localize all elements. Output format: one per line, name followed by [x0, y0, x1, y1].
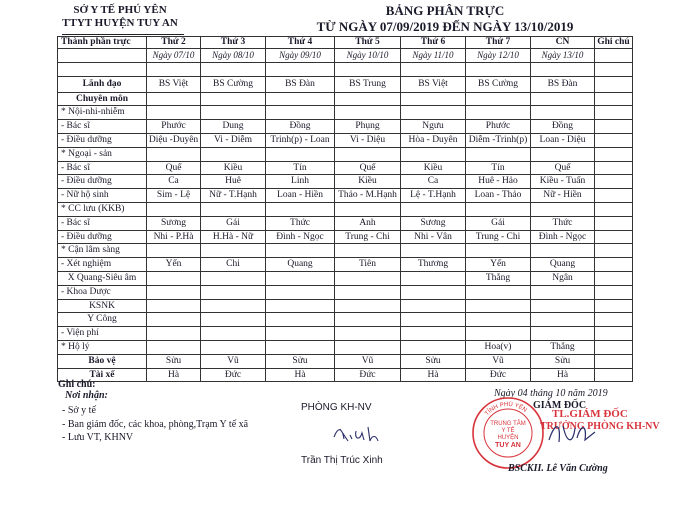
table-cell: Đức — [335, 368, 401, 382]
table-cell: Phước — [147, 120, 201, 134]
table-cell — [335, 313, 401, 327]
table-cell: BS Đàn — [266, 76, 335, 92]
row-label: * Ngoại - sản — [58, 147, 147, 161]
table-cell — [266, 327, 335, 341]
table-cell — [335, 62, 401, 76]
document-title: BẢNG PHÂN TRỰC — [385, 3, 505, 18]
table-cell — [466, 313, 531, 327]
table-cell — [201, 92, 266, 106]
table-cell — [401, 147, 466, 161]
row-label: - Điều dưỡng — [58, 230, 147, 244]
table-cell — [595, 147, 633, 161]
table-cell — [147, 327, 201, 341]
table-cell — [531, 106, 595, 120]
table-cell: BS Đàn — [531, 76, 595, 92]
header-underline — [62, 34, 184, 35]
table-cell — [401, 340, 466, 354]
table-cell: Vũ — [335, 354, 401, 368]
table-cell — [531, 92, 595, 106]
stamp-ring-text: TỈNH PHÚ YÊN — [484, 401, 528, 418]
table-row — [58, 147, 633, 161]
table-cell: BS Trung — [335, 76, 401, 92]
table-cell — [595, 340, 633, 354]
table-cell — [531, 147, 595, 161]
table-cell: Sương — [147, 216, 201, 230]
table-cell — [335, 327, 401, 341]
table-row — [58, 161, 633, 175]
table-cell — [147, 285, 201, 299]
table-cell — [335, 271, 401, 285]
table-row — [58, 327, 633, 341]
table-cell: Tiên — [335, 258, 401, 272]
table-row — [58, 313, 633, 327]
table-cell: Kiều - Tuấn — [531, 175, 595, 189]
row-label: - Khoa Dược — [58, 285, 147, 299]
sign-date: Ngày 04 tháng 10 năm 2019 — [494, 388, 608, 399]
table-cell — [595, 92, 633, 106]
table-row — [58, 285, 633, 299]
table-date-row — [58, 49, 633, 63]
table-cell — [401, 313, 466, 327]
table-cell: CN — [531, 37, 595, 49]
row-label — [58, 62, 147, 76]
table-row — [58, 202, 633, 216]
table-cell: Ngày 11/10 — [401, 49, 466, 63]
table-cell — [595, 271, 633, 285]
table-cell — [595, 133, 633, 147]
table-cell — [147, 299, 201, 313]
table-cell: Diệu -Duyên — [147, 133, 201, 147]
table-row — [58, 92, 633, 106]
table-cell: Kiều — [401, 161, 466, 175]
table-cell — [466, 299, 531, 313]
table-cell — [266, 313, 335, 327]
table-cell: Nữ - Hiền — [531, 189, 595, 203]
notes-label: Ghi chú: — [58, 379, 96, 390]
row-label: - Điều dưỡng — [58, 175, 147, 189]
table-cell: Huê — [201, 175, 266, 189]
table-cell — [531, 299, 595, 313]
table-cell: Chi — [201, 258, 266, 272]
recipients-list — [62, 404, 248, 445]
sign-title-proxy: TL.GIÁM ĐỐC — [552, 408, 628, 420]
table-cell — [466, 244, 531, 258]
table-row — [58, 175, 633, 189]
table-cell: Ngày 07/10 — [147, 49, 201, 63]
table-cell: Tín — [466, 161, 531, 175]
header-left — [45, 4, 195, 29]
table-cell — [531, 313, 595, 327]
table-cell — [595, 49, 633, 63]
table-cell — [401, 271, 466, 285]
recipient-item: - Ban giám đốc, các khoa, phòng,Trạm Y tế xã — [62, 418, 249, 430]
table-cell — [595, 299, 633, 313]
recipient-item: - Lưu VT, KHNV — [62, 432, 134, 443]
table-cell — [595, 161, 633, 175]
table-cell: Ngày 12/10 — [466, 49, 531, 63]
stamp-line4: TUY AN — [495, 442, 521, 449]
table-cell — [595, 106, 633, 120]
table-cell: Vi - Diễm — [201, 133, 266, 147]
table-cell — [595, 120, 633, 134]
table-cell: Quế — [335, 161, 401, 175]
table-cell: Sửu — [531, 354, 595, 368]
table-cell: Đồng — [531, 120, 595, 134]
row-label: Thành phần trực — [58, 37, 147, 49]
table-row — [58, 368, 633, 382]
row-label: - Bác sĩ — [58, 161, 147, 175]
table-cell — [266, 92, 335, 106]
table-cell: Vũ — [201, 354, 266, 368]
table-cell — [531, 202, 595, 216]
table-cell: Đức — [466, 368, 531, 382]
table-cell: Vi - Diệu — [335, 133, 401, 147]
table-cell: Quang — [531, 258, 595, 272]
table-cell: Hoa(v) — [466, 340, 531, 354]
table-cell: Ngân — [531, 271, 595, 285]
table-cell — [531, 62, 595, 76]
table-cell — [595, 230, 633, 244]
table-cell — [466, 147, 531, 161]
director-name: BSCKII. Lê Văn Cường — [508, 463, 608, 474]
recipients-label: Nơi nhận: — [65, 390, 108, 401]
table-cell — [466, 92, 531, 106]
table-cell: BS Cường — [201, 76, 266, 92]
table-cell: Ngày 13/10 — [531, 49, 595, 63]
table-cell — [266, 62, 335, 76]
table-cell: Yến — [147, 258, 201, 272]
row-label: Chuyên môn — [58, 92, 147, 106]
table-cell — [466, 202, 531, 216]
table-row — [58, 299, 633, 313]
table-cell — [201, 202, 266, 216]
table-cell — [201, 147, 266, 161]
table-cell — [201, 62, 266, 76]
table-cell: Tín — [266, 161, 335, 175]
table-cell: Sương — [401, 216, 466, 230]
row-label: Tài xế — [58, 368, 147, 382]
table-cell — [595, 62, 633, 76]
table-cell: Thứ 4 — [266, 37, 335, 49]
table-cell — [266, 340, 335, 354]
table-cell: Kiều — [201, 161, 266, 175]
sign-title-director: GIÁM ĐỐC — [533, 400, 587, 411]
row-label — [58, 49, 147, 63]
row-label: - Bác sĩ — [58, 120, 147, 134]
table-cell: Hà — [401, 368, 466, 382]
table-cell — [201, 285, 266, 299]
recipient-item: - Sở y tế — [62, 405, 96, 416]
table-cell: Nữ - T.Hạnh — [201, 189, 266, 203]
row-label: - Viện phí — [58, 327, 147, 341]
table-cell — [466, 106, 531, 120]
row-label: - Điều dưỡng — [58, 133, 147, 147]
table-cell — [466, 62, 531, 76]
table-cell: Loan - Diệu — [531, 133, 595, 147]
row-label: * Hộ lý — [58, 340, 147, 354]
table-cell: Ca — [401, 175, 466, 189]
table-cell: Yến — [466, 258, 531, 272]
table-cell: Đồng — [266, 120, 335, 134]
table-cell: Trinh(p) - Loan — [266, 133, 335, 147]
table-cell — [595, 285, 633, 299]
table-cell: Đình - Ngọc — [531, 230, 595, 244]
table-cell — [531, 327, 595, 341]
table-cell: Thắng — [531, 340, 595, 354]
table-cell: Ngày 09/10 — [266, 49, 335, 63]
table-cell — [147, 244, 201, 258]
table-cell: Phước — [466, 120, 531, 134]
row-label: Bảo vệ — [58, 354, 147, 368]
table-cell: Lệ - T.Hạnh — [401, 189, 466, 203]
table-row — [58, 258, 633, 272]
table-cell: Dung — [201, 120, 266, 134]
table-cell — [266, 244, 335, 258]
sign-title-head: TRƯỞNG PHÒNG KH-NV — [540, 421, 660, 432]
table-cell — [201, 340, 266, 354]
table-cell — [401, 299, 466, 313]
table-cell — [147, 340, 201, 354]
table-cell — [595, 216, 633, 230]
table-cell — [466, 285, 531, 299]
table-cell — [335, 340, 401, 354]
table-cell: Ngưu — [401, 120, 466, 134]
table-cell — [266, 147, 335, 161]
table-cell — [531, 244, 595, 258]
table-cell — [266, 299, 335, 313]
table-cell: Thứ 7 — [466, 37, 531, 49]
table-cell: Trung - Chi — [466, 230, 531, 244]
table-cell: BS Việt — [401, 76, 466, 92]
table-cell — [401, 106, 466, 120]
table-cell — [147, 202, 201, 216]
table-row — [58, 189, 633, 203]
director-signature — [545, 418, 605, 448]
table-cell: Anh — [335, 216, 401, 230]
table-cell — [401, 202, 466, 216]
table-header-row — [58, 37, 633, 49]
date-range: TỪ NGÀY 07/09/2019 ĐẾN NGÀY 13/10/2019 — [316, 19, 574, 34]
table-row — [58, 271, 633, 285]
table-cell: Sửu — [401, 354, 466, 368]
table-cell — [147, 313, 201, 327]
table-cell: BS Việt — [147, 76, 201, 92]
table-cell: Huê - Hảo — [466, 175, 531, 189]
stamp-line2: Y TẾ — [501, 428, 515, 434]
row-label: Y Công — [58, 313, 147, 327]
row-label: * Cận lâm sàng — [58, 244, 147, 258]
table-cell: Thứ 5 — [335, 37, 401, 49]
table-cell: Thứ 3 — [201, 37, 266, 49]
row-label: - Bác sĩ — [58, 216, 147, 230]
table-cell: Quế — [147, 161, 201, 175]
table-cell — [147, 106, 201, 120]
table-cell — [335, 202, 401, 216]
table-cell: Thứ 2 — [147, 37, 201, 49]
header-right — [300, 3, 590, 35]
table-cell: Loan - Hiền — [266, 189, 335, 203]
table-cell: Gái — [201, 216, 266, 230]
table-cell: Kiều — [335, 175, 401, 189]
table-row — [58, 340, 633, 354]
table-cell — [266, 271, 335, 285]
table-cell: Thức — [266, 216, 335, 230]
table-cell — [147, 147, 201, 161]
table-row — [58, 354, 633, 368]
table-cell — [595, 354, 633, 368]
table-cell — [201, 244, 266, 258]
row-label: X Quang-Siêu âm — [58, 271, 147, 285]
row-label: * CC lưu (KKB) — [58, 202, 147, 216]
row-label: * Nội-nhi-nhiễm — [58, 106, 147, 120]
table-cell — [266, 202, 335, 216]
table-cell — [401, 92, 466, 106]
table-cell — [466, 327, 531, 341]
table-cell: Hòa - Duyên — [401, 133, 466, 147]
table-cell — [401, 327, 466, 341]
table-cell — [201, 106, 266, 120]
row-label: Lãnh đạo — [58, 76, 147, 92]
table-row — [58, 62, 633, 76]
table-cell — [147, 271, 201, 285]
table-cell — [595, 368, 633, 382]
middle-signer-name: Trần Thị Trúc Xinh — [301, 455, 383, 466]
table-cell: Nhi - P.Hà — [147, 230, 201, 244]
table-cell — [335, 106, 401, 120]
table-cell — [335, 285, 401, 299]
table-cell: Thương — [401, 258, 466, 272]
table-cell: Trung - Chi — [335, 230, 401, 244]
table-cell — [595, 189, 633, 203]
table-cell: Hà — [147, 368, 201, 382]
table-cell — [595, 258, 633, 272]
table-cell: Ngày 10/10 — [335, 49, 401, 63]
table-cell — [201, 313, 266, 327]
table-cell — [335, 244, 401, 258]
middle-signature — [330, 423, 390, 445]
table-row — [58, 76, 633, 92]
table-cell: Thức — [531, 216, 595, 230]
header-left-line2: TTYT HUYỆN TUY AN — [62, 17, 178, 29]
table-cell — [595, 202, 633, 216]
table-cell: Thắng — [466, 271, 531, 285]
table-cell: Hà — [531, 368, 595, 382]
table-row — [58, 106, 633, 120]
row-label: KSNK — [58, 299, 147, 313]
table-cell — [401, 62, 466, 76]
table-cell — [401, 244, 466, 258]
table-cell: BS Cường — [466, 76, 531, 92]
table-cell — [531, 285, 595, 299]
table-cell — [266, 285, 335, 299]
table-cell: Linh — [266, 175, 335, 189]
table-cell: Ghi chú — [595, 37, 633, 49]
table-cell — [401, 285, 466, 299]
table-cell: Quế — [531, 161, 595, 175]
table-cell — [335, 299, 401, 313]
table-cell — [147, 92, 201, 106]
stamp-line3: HUYỆN — [497, 435, 519, 441]
table-cell: Ca — [147, 175, 201, 189]
table-cell: Ngày 08/10 — [201, 49, 266, 63]
table-row — [58, 120, 633, 134]
table-cell: Loan - Thảo — [466, 189, 531, 203]
table-cell: Sửu — [266, 354, 335, 368]
table-row — [58, 133, 633, 147]
table-cell — [595, 244, 633, 258]
table-cell — [595, 313, 633, 327]
table-cell: Gái — [466, 216, 531, 230]
header-left-line1: SỞ Y TẾ PHÚ YÊN — [73, 4, 167, 16]
table-row — [58, 216, 633, 230]
middle-dept: PHÒNG KH-NV — [301, 402, 372, 413]
table-cell: Thứ 6 — [401, 37, 466, 49]
table-cell — [595, 327, 633, 341]
official-stamp-icon — [471, 396, 545, 470]
duty-roster-table — [57, 36, 633, 382]
table-row — [58, 244, 633, 258]
table-cell: Sửu — [147, 354, 201, 368]
table-cell — [595, 175, 633, 189]
table-cell: Diễm -Trinh(p) — [466, 133, 531, 147]
row-label: - Nữ hộ sinh — [58, 189, 147, 203]
table-row — [58, 230, 633, 244]
table-cell: Hà — [266, 368, 335, 382]
table-cell: H.Hà - Nữ — [201, 230, 266, 244]
table-cell: Đình - Ngọc — [266, 230, 335, 244]
table-cell: Phụng — [335, 120, 401, 134]
table-cell — [147, 62, 201, 76]
table-cell — [201, 299, 266, 313]
table-cell: Vũ — [466, 354, 531, 368]
stamp-line1: TRUNG TÂM — [490, 421, 526, 427]
row-label: - Xét nghiệm — [58, 258, 147, 272]
table-cell: Quang — [266, 258, 335, 272]
table-cell: Sim - Lệ — [147, 189, 201, 203]
table-cell: Thảo - M.Hạnh — [335, 189, 401, 203]
table-cell: Nhi - Vân — [401, 230, 466, 244]
table-cell: Đức — [201, 368, 266, 382]
table-cell — [335, 147, 401, 161]
table-cell — [595, 76, 633, 92]
table-cell — [266, 106, 335, 120]
table-cell — [201, 327, 266, 341]
table-cell — [201, 271, 266, 285]
table-cell — [335, 92, 401, 106]
